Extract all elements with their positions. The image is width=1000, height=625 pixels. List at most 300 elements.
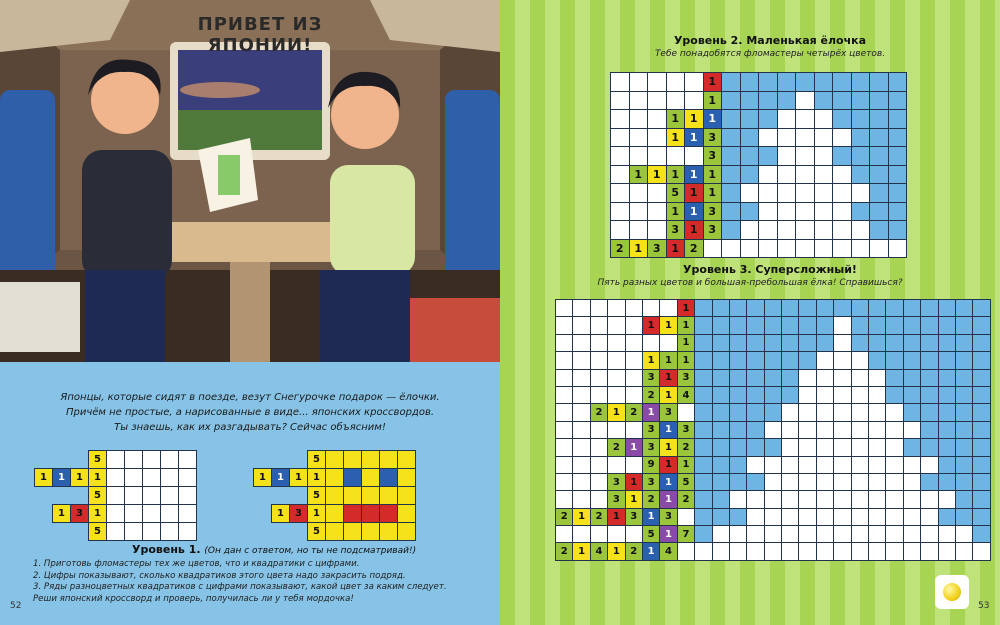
clue-cell [556, 335, 572, 351]
grid-square [870, 147, 888, 165]
grid-square [747, 543, 763, 559]
grid-square [713, 439, 729, 455]
clue-cell: 1 [630, 240, 648, 258]
grid-square [956, 300, 972, 316]
clue-cell: 1 [630, 166, 648, 184]
clue-cell: 2 [678, 491, 694, 507]
grid-square [107, 523, 124, 540]
grid-square [765, 404, 781, 420]
grid-square [765, 474, 781, 490]
grid-square [782, 317, 798, 333]
grid-square [939, 300, 955, 316]
grid-square [747, 404, 763, 420]
clue-cell [573, 457, 589, 473]
grid-square [904, 352, 920, 368]
grid-square [973, 457, 989, 473]
grid-square [886, 474, 902, 490]
grid-square [817, 387, 833, 403]
grid-square [362, 505, 379, 522]
grid-square [713, 491, 729, 507]
grid-square [695, 439, 711, 455]
grid-square [852, 526, 868, 542]
grid-square [815, 147, 833, 165]
empty-slot [35, 451, 52, 468]
clue-cell: 5 [89, 451, 106, 468]
grid-square [125, 505, 142, 522]
grid-square [889, 203, 907, 221]
grid-square [852, 240, 870, 258]
level1-empty-grid [35, 451, 196, 540]
grid-square [161, 451, 178, 468]
grid-square [778, 147, 796, 165]
grid-square [834, 422, 850, 438]
grid-square [778, 129, 796, 147]
grid-square [973, 509, 989, 525]
grid-square [107, 505, 124, 522]
grid-square [869, 404, 885, 420]
clue-cell [556, 422, 572, 438]
grid-square [921, 404, 937, 420]
grid-square [973, 543, 989, 559]
clue-cell: 1 [53, 505, 70, 522]
grid-square [747, 422, 763, 438]
grid-square [782, 404, 798, 420]
clue-cell: 1 [608, 543, 624, 559]
grid-square [852, 166, 870, 184]
clue-cell [630, 184, 648, 202]
grid-square [939, 335, 955, 351]
grid-square [815, 92, 833, 110]
clue-cell [611, 166, 629, 184]
clue-cell: 5 [643, 526, 659, 542]
grid-square [904, 526, 920, 542]
grid-square [833, 73, 851, 91]
clue-cell [573, 439, 589, 455]
grid-square [921, 543, 937, 559]
grid-square [713, 526, 729, 542]
clue-cell [630, 203, 648, 221]
level3-title: Уровень 3. Суперсложный! [683, 263, 857, 276]
grid-square [904, 387, 920, 403]
clue-cell [556, 526, 572, 542]
grid-square [179, 469, 196, 486]
grid-square [398, 451, 415, 468]
clue-cell [591, 370, 607, 386]
grid-square [380, 487, 397, 504]
grid-square [886, 439, 902, 455]
grid-square [799, 543, 815, 559]
level3-subtitle: Пять разных цветов и большая-пребольшая ёлка! Справишься? [597, 278, 903, 288]
grid-square [869, 474, 885, 490]
clue-cell [648, 129, 666, 147]
grid-square [973, 317, 989, 333]
empty-slot [272, 487, 289, 504]
grid-square [834, 439, 850, 455]
intro-line: Ты знаешь, как их разгадывать? Сейчас объясним! [114, 422, 386, 433]
grid-square [815, 166, 833, 184]
clue-cell [626, 335, 642, 351]
grid-square [730, 509, 746, 525]
grid-square [759, 240, 777, 258]
clue-cell [608, 352, 624, 368]
grid-square [799, 370, 815, 386]
grid-square [886, 491, 902, 507]
grid-square [834, 335, 850, 351]
grid-square [695, 491, 711, 507]
grid-square [852, 92, 870, 110]
grid-square [765, 317, 781, 333]
clue-cell: 1 [667, 110, 685, 128]
grid-square [107, 469, 124, 486]
grid-square [815, 129, 833, 147]
grid-square [852, 439, 868, 455]
grid-square [904, 422, 920, 438]
grid-square [817, 543, 833, 559]
clue-cell: 5 [678, 474, 694, 490]
clue-cell [643, 300, 659, 316]
instruction-line: 2. Цифры показывают, сколько квадратиков этого цвета надо закрасить подряд. [33, 570, 406, 581]
grid-square [799, 509, 815, 525]
clue-cell: 3 [704, 221, 722, 239]
grid-square [852, 110, 870, 128]
clue-cell: 1 [643, 317, 659, 333]
clue-cell [685, 92, 703, 110]
grid-square [782, 335, 798, 351]
clue-cell [660, 300, 676, 316]
clue-cell [573, 387, 589, 403]
grid-square [344, 523, 361, 540]
clue-cell: 3 [643, 370, 659, 386]
grid-square [362, 523, 379, 540]
grid-square [852, 509, 868, 525]
clue-cell: 1 [660, 439, 676, 455]
grid-square [889, 147, 907, 165]
clue-cell [608, 526, 624, 542]
grid-square [782, 543, 798, 559]
grid-square [956, 422, 972, 438]
grid-square [730, 457, 746, 473]
clue-cell: 2 [608, 439, 624, 455]
grid-square [344, 505, 361, 522]
grid-square [765, 422, 781, 438]
grid-square [782, 526, 798, 542]
clue-cell: 7 [678, 526, 694, 542]
clue-cell: 4 [660, 543, 676, 559]
grid-square [747, 352, 763, 368]
clue-cell: 1 [626, 439, 642, 455]
grid-square [741, 147, 759, 165]
clue-cell [591, 457, 607, 473]
grid-square [834, 300, 850, 316]
grid-square [817, 509, 833, 525]
grid-square [730, 370, 746, 386]
grid-square [886, 543, 902, 559]
clue-cell: 1 [678, 317, 694, 333]
clue-cell [573, 300, 589, 316]
grid-square [730, 352, 746, 368]
grid-square [817, 457, 833, 473]
clue-cell: 3 [704, 147, 722, 165]
grid-square [956, 387, 972, 403]
grid-square [815, 73, 833, 91]
grid-square [799, 491, 815, 507]
grid-square [741, 203, 759, 221]
grid-square [956, 491, 972, 507]
grid-square [939, 526, 955, 542]
grid-square [695, 352, 711, 368]
grid-square [904, 543, 920, 559]
clue-cell: 5 [308, 523, 325, 540]
grid-square [939, 422, 955, 438]
grid-square [695, 474, 711, 490]
grid-square [398, 505, 415, 522]
grid-square [834, 491, 850, 507]
clue-cell [608, 335, 624, 351]
grid-square [956, 457, 972, 473]
grid-square [759, 129, 777, 147]
grid-square [747, 526, 763, 542]
grid-square [796, 73, 814, 91]
clue-cell [611, 147, 629, 165]
clue-cell: 3 [643, 422, 659, 438]
grid-square [799, 317, 815, 333]
clue-cell: 2 [626, 543, 642, 559]
clue-cell [573, 370, 589, 386]
grid-square [973, 335, 989, 351]
grid-square [939, 352, 955, 368]
clue-cell [608, 457, 624, 473]
clue-cell: 2 [626, 404, 642, 420]
clue-cell [591, 335, 607, 351]
grid-square [886, 509, 902, 525]
empty-slot [35, 523, 52, 540]
grid-square [765, 439, 781, 455]
clue-cell: 2 [685, 240, 703, 258]
grid-square [799, 387, 815, 403]
clue-cell: 1 [704, 92, 722, 110]
clue-cell: 1 [626, 474, 642, 490]
grid-square [125, 523, 142, 540]
grid-square [722, 92, 740, 110]
grid-square [870, 203, 888, 221]
grid-square [778, 73, 796, 91]
grid-square [870, 184, 888, 202]
clue-cell: 1 [308, 505, 325, 522]
clue-cell [648, 221, 666, 239]
grid-square [815, 221, 833, 239]
grid-square [143, 487, 160, 504]
clue-cell: 3 [608, 474, 624, 490]
clue-cell: 3 [608, 491, 624, 507]
grid-square [161, 505, 178, 522]
grid-square [939, 317, 955, 333]
grid-square [921, 352, 937, 368]
clue-cell [573, 526, 589, 542]
grid-square [730, 422, 746, 438]
clue-cell [556, 300, 572, 316]
grid-square [869, 439, 885, 455]
grid-square [956, 439, 972, 455]
grid-square [817, 439, 833, 455]
grid-square [741, 184, 759, 202]
grid-square [869, 509, 885, 525]
grid-square [741, 240, 759, 258]
clue-cell [556, 404, 572, 420]
clue-cell [643, 335, 659, 351]
clue-cell: 1 [608, 404, 624, 420]
grid-square [722, 221, 740, 239]
grid-square [125, 487, 142, 504]
grid-square [796, 166, 814, 184]
clue-cell: 1 [685, 129, 703, 147]
grid-square [973, 422, 989, 438]
grid-square [921, 335, 937, 351]
grid-square [852, 422, 868, 438]
grid-square [833, 166, 851, 184]
clue-cell [591, 387, 607, 403]
grid-square [344, 469, 361, 486]
grid-square [796, 110, 814, 128]
grid-square [398, 523, 415, 540]
grid-square [886, 404, 902, 420]
clue-cell: 1 [685, 110, 703, 128]
empty-slot [272, 523, 289, 540]
grid-square [939, 404, 955, 420]
grid-square [886, 370, 902, 386]
grid-square [869, 335, 885, 351]
clue-cell: 3 [660, 404, 676, 420]
clue-cell: 3 [626, 509, 642, 525]
clue-cell: 1 [660, 422, 676, 438]
empty-slot [71, 451, 88, 468]
grid-square [161, 487, 178, 504]
instruction-line: 3. Ряды разноцветных квадратиков с цифрами показывают, какой цвет за каким следует. [33, 582, 447, 592]
grid-square [713, 474, 729, 490]
grid-square [973, 352, 989, 368]
grid-square [904, 457, 920, 473]
clue-cell: 3 [643, 439, 659, 455]
grid-square [834, 457, 850, 473]
grid-square [817, 474, 833, 490]
grid-square [973, 491, 989, 507]
clue-cell [648, 184, 666, 202]
grid-square [782, 422, 798, 438]
grid-square [713, 352, 729, 368]
grid-square [815, 240, 833, 258]
grid-square [833, 184, 851, 202]
grid-square [889, 184, 907, 202]
grid-square [852, 147, 870, 165]
grid-square [143, 469, 160, 486]
grid-square [921, 509, 937, 525]
grid-square [852, 184, 870, 202]
page-number: 52 [10, 601, 22, 611]
grid-square [852, 474, 868, 490]
clue-cell [611, 73, 629, 91]
grid-square [695, 404, 711, 420]
instruction-line: Реши японский кроссворд и проверь, получилась ли у тебя мордочка! [33, 593, 354, 604]
grid-square [747, 335, 763, 351]
clue-cell [556, 457, 572, 473]
empty-slot [290, 487, 307, 504]
grid-square [722, 147, 740, 165]
grid-square [939, 474, 955, 490]
grid-square [834, 352, 850, 368]
grid-square [326, 487, 343, 504]
grid-square [834, 404, 850, 420]
grid-square [713, 335, 729, 351]
grid-square [834, 474, 850, 490]
clue-cell: 3 [648, 240, 666, 258]
clue-cell [556, 491, 572, 507]
empty-slot [254, 523, 271, 540]
clue-cell: 3 [704, 203, 722, 221]
grid-square [713, 457, 729, 473]
clue-cell [556, 439, 572, 455]
clue-cell: 1 [272, 505, 289, 522]
grid-square [362, 451, 379, 468]
empty-slot [71, 523, 88, 540]
clue-cell [608, 370, 624, 386]
grid-square [869, 300, 885, 316]
grid-square [904, 491, 920, 507]
clue-cell: 1 [290, 469, 307, 486]
grid-square [921, 317, 937, 333]
clue-cell [648, 73, 666, 91]
grid-square [886, 352, 902, 368]
grid-square [799, 335, 815, 351]
grid-square [778, 166, 796, 184]
clue-cell [648, 203, 666, 221]
grid-square [904, 317, 920, 333]
clue-cell: 2 [591, 404, 607, 420]
empty-slot [272, 451, 289, 468]
grid-square [695, 300, 711, 316]
clue-cell: 2 [556, 509, 572, 525]
grid-square [759, 184, 777, 202]
grid-square [833, 129, 851, 147]
clue-cell [608, 387, 624, 403]
grid-square [904, 404, 920, 420]
level1-solved-grid [254, 451, 415, 540]
clue-cell [630, 147, 648, 165]
grid-square [179, 505, 196, 522]
clue-cell: 1 [704, 110, 722, 128]
clue-cell [678, 404, 694, 420]
grid-square [722, 110, 740, 128]
grid-square [695, 370, 711, 386]
clue-cell [591, 352, 607, 368]
clue-cell [556, 370, 572, 386]
grid-square [973, 474, 989, 490]
grid-square [778, 184, 796, 202]
intro-text [40, 390, 460, 435]
grid-square [799, 422, 815, 438]
clue-cell [611, 110, 629, 128]
clue-cell [685, 73, 703, 91]
grid-square [852, 543, 868, 559]
grid-square [817, 335, 833, 351]
clue-cell: 3 [678, 370, 694, 386]
clue-cell [648, 147, 666, 165]
grid-square [852, 317, 868, 333]
empty-slot [290, 523, 307, 540]
grid-square [161, 523, 178, 540]
clue-cell: 1 [660, 387, 676, 403]
clue-cell: 1 [667, 203, 685, 221]
grid-square [921, 439, 937, 455]
empty-slot [53, 487, 70, 504]
